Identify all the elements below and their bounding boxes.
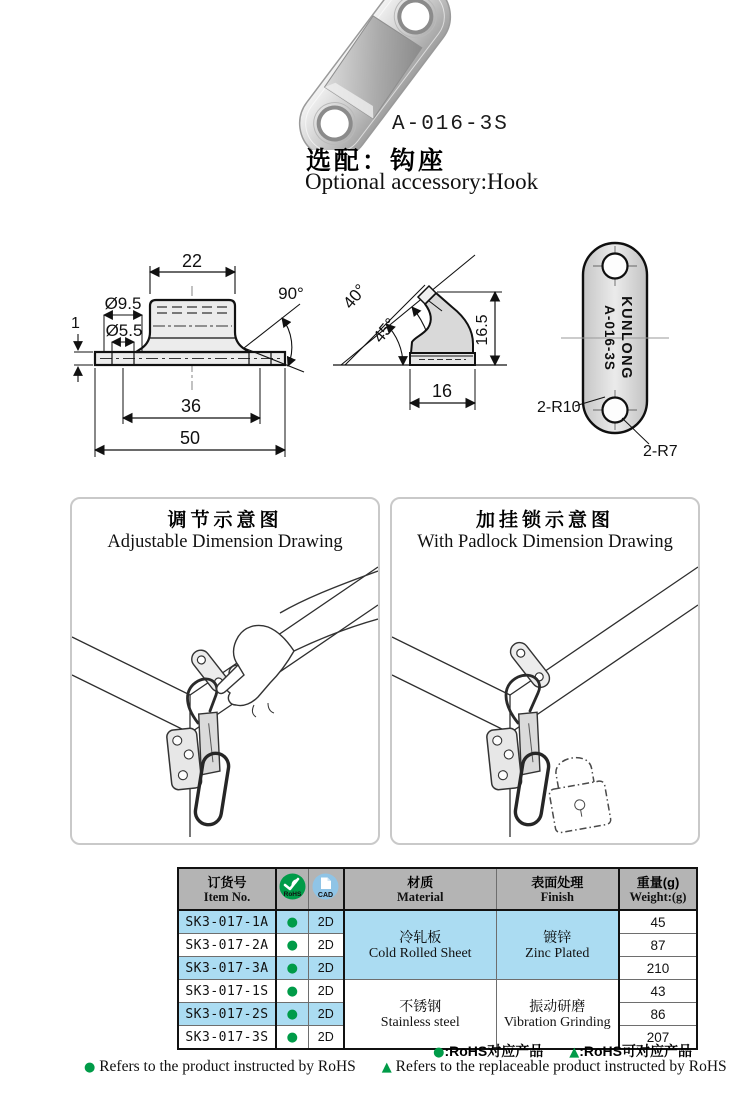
weight-value: 210 xyxy=(619,957,697,980)
item-no: SK3-017-1A xyxy=(178,910,276,934)
padlock-outline xyxy=(544,753,612,833)
material-group: 冷轧板 Cold Rolled Sheet xyxy=(344,910,496,980)
weight-value: 45 xyxy=(619,910,697,934)
dim-angle-40: 40° xyxy=(339,280,371,313)
adjust-illustration xyxy=(72,553,378,837)
dim-base-width: 16 xyxy=(431,381,453,401)
rohs-status: ● xyxy=(276,1026,308,1050)
caption-en: Optional accessory:Hook xyxy=(305,169,539,194)
dim-top-width: 22 xyxy=(181,251,203,271)
rohs-status: ● xyxy=(276,1003,308,1026)
cad-link: 2D xyxy=(308,957,344,980)
header-cad xyxy=(308,868,344,910)
table-header-row xyxy=(178,868,697,910)
item-no: SK3-017-1S xyxy=(178,980,276,1003)
caption-zh: 选配：钩座 xyxy=(306,147,447,175)
header-weight: 重量(g) Weight:(g) xyxy=(619,868,697,910)
weight-value: 87 xyxy=(619,934,697,957)
svg-text:CAD: CAD xyxy=(318,892,334,899)
padlock-illustration xyxy=(392,553,698,837)
panel-adjustable xyxy=(70,497,380,845)
dim-angle-45: 45° xyxy=(369,314,401,347)
cad-link: 2D xyxy=(308,934,344,957)
legend-zh: ●:RoHS对应产品 ▲:RoHS可对应产品 xyxy=(433,1043,692,1060)
spec-table-section xyxy=(177,867,696,1050)
side-view-drawing xyxy=(325,248,525,463)
svg-text:RoHS: RoHS xyxy=(283,891,302,898)
weight-value: 86 xyxy=(619,1003,697,1026)
finish-group: 镀锌 Zinc Plated xyxy=(496,910,619,980)
hand-illustration xyxy=(217,571,378,717)
cad-icon xyxy=(312,873,339,900)
callout-hole-radius: 2-R7 xyxy=(643,443,678,460)
table-row xyxy=(178,980,697,1003)
legend-triangle-icon: ▲ xyxy=(381,1060,392,1075)
callout-end-radius: 2-R10 xyxy=(537,399,581,416)
legend-dot-icon: ● xyxy=(433,1045,445,1060)
cad-link: 2D xyxy=(308,1026,344,1050)
table-row xyxy=(178,910,697,934)
dim-thickness: 1 xyxy=(71,315,80,332)
legend-triangle-icon: ▲ xyxy=(569,1045,580,1060)
header-item: 订货号 Item No. xyxy=(178,868,276,910)
item-no: SK3-017-3S xyxy=(178,1026,276,1050)
header-finish: 表面处理 Finish xyxy=(496,868,619,910)
dim-hole-span: 36 xyxy=(180,396,202,416)
cad-link: 2D xyxy=(308,980,344,1003)
panel-padlock-title-zh: 加挂锁示意图 xyxy=(475,510,614,531)
rohs-status: ● xyxy=(276,934,308,957)
panel-adjust-title-en: Adjustable Dimension Drawing xyxy=(107,532,343,552)
product-model-label: A-016-3S xyxy=(392,113,509,136)
rohs-status: ● xyxy=(276,957,308,980)
front-view-drawing xyxy=(60,248,325,463)
engraving-model: A-016-3S xyxy=(602,305,617,371)
header-rohs xyxy=(276,868,308,910)
rohs-icon xyxy=(279,873,306,900)
item-no: SK3-017-2A xyxy=(178,934,276,957)
top-view-drawing xyxy=(535,226,750,476)
header-material: 材质 Material xyxy=(344,868,496,910)
material-group: 不锈钢 Stainless steel xyxy=(344,980,496,1050)
cad-link: 2D xyxy=(308,1003,344,1026)
dim-dia-outer: Ø9.5 xyxy=(104,294,142,313)
dim-total-width: 50 xyxy=(179,428,201,448)
cad-link: 2D xyxy=(308,910,344,934)
legend-en: ● Refers to the product instructed by RoHS ▲ Refers to the replaceable product instructed by RoHS xyxy=(84,1058,727,1075)
dim-angle-90: 90° xyxy=(278,284,304,303)
legend-dot-icon: ● xyxy=(84,1060,96,1075)
item-no: SK3-017-2S xyxy=(178,1003,276,1026)
dim-dia-inner: Ø5.5 xyxy=(105,321,143,340)
item-no: SK3-017-3A xyxy=(178,957,276,980)
finish-group: 振动研磨 Vibration Grinding xyxy=(496,980,619,1050)
spec-table xyxy=(177,867,698,1050)
panel-padlock-title-en: With Padlock Dimension Drawing xyxy=(417,532,673,552)
engraving-brand: KUNLONG xyxy=(618,296,634,380)
panel-padlock xyxy=(390,497,700,845)
rohs-status: ● xyxy=(276,910,308,934)
dim-height: 16.5 xyxy=(474,314,491,346)
weight-value: 43 xyxy=(619,980,697,1003)
weight-value: 207 xyxy=(619,1026,697,1050)
panel-adjust-title-zh: 调节示意图 xyxy=(167,510,283,531)
rohs-status: ● xyxy=(276,980,308,1003)
